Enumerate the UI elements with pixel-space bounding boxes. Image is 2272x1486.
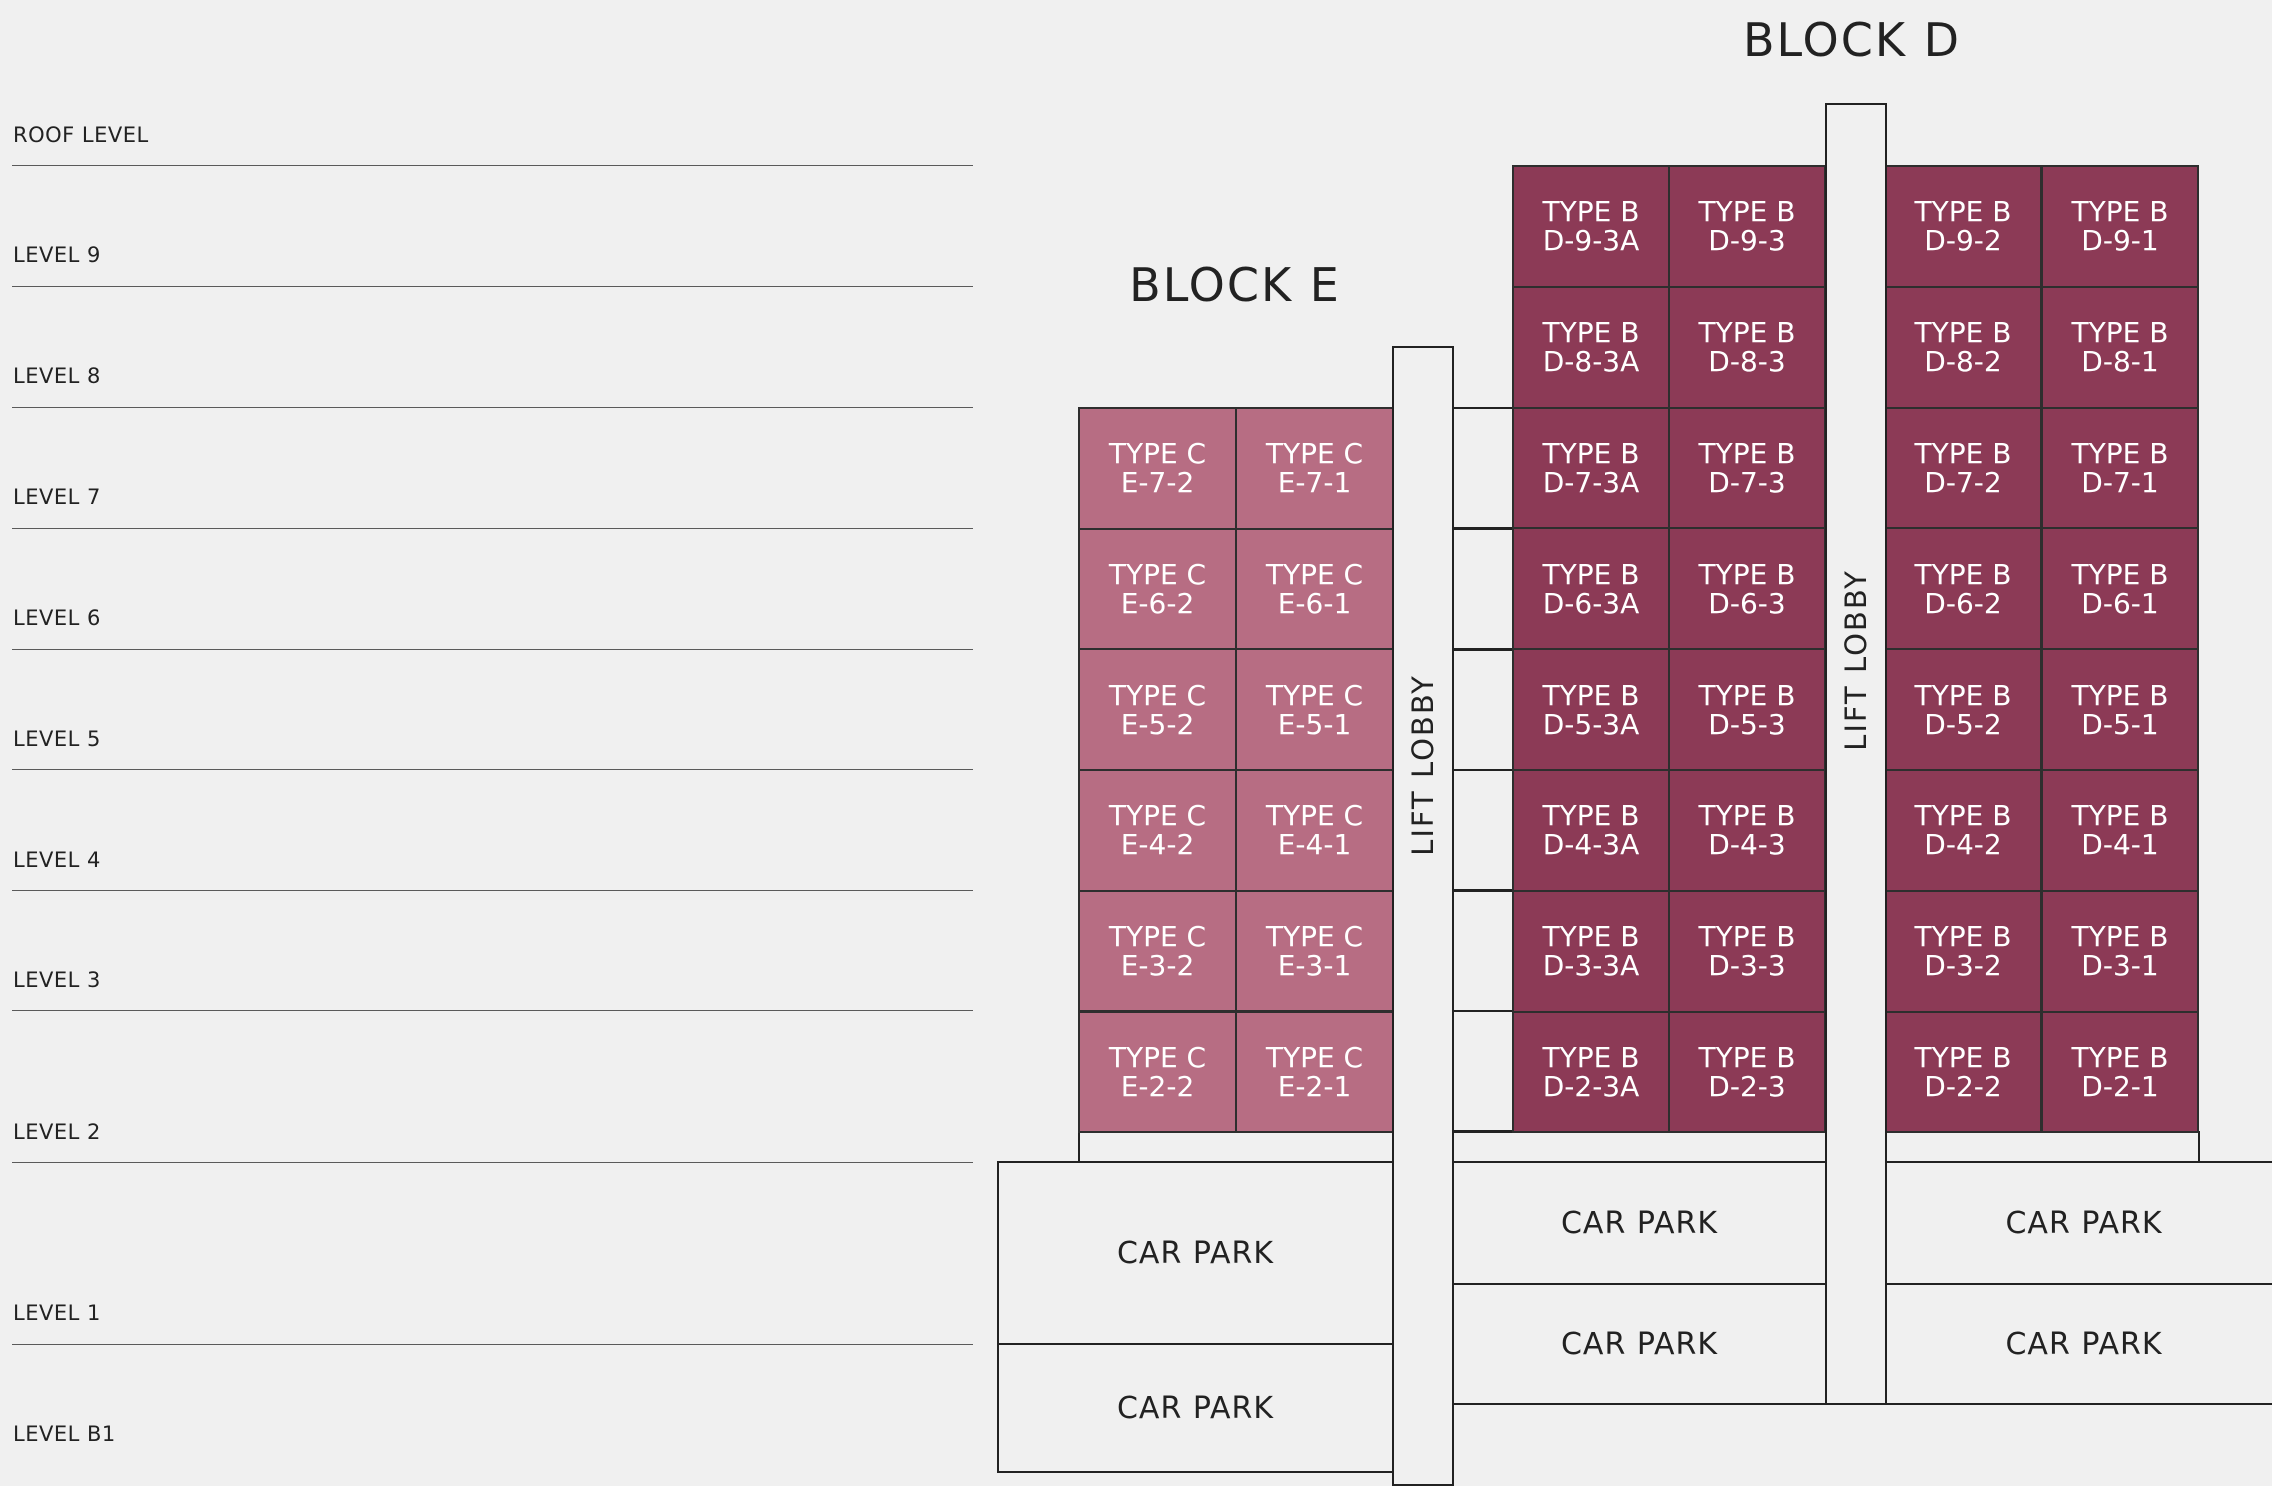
car-park: CAR PARK — [997, 1343, 1394, 1473]
level-line — [12, 407, 973, 408]
unit-code: D-9-3 — [1708, 224, 1786, 258]
unit-type: TYPE B — [1914, 316, 2012, 350]
lift-lobby-d — [1825, 103, 1887, 1405]
unit[interactable] — [2041, 648, 2199, 771]
unit-type: TYPE B — [2071, 316, 2169, 350]
level-line — [12, 649, 973, 650]
level-label: LEVEL 7 — [13, 485, 101, 509]
level-line — [12, 890, 973, 891]
level-line — [12, 1162, 973, 1163]
unit-code: D-9-3A — [1542, 224, 1640, 258]
unit[interactable] — [1078, 1011, 1237, 1134]
unit[interactable] — [1512, 286, 1670, 409]
unit-code: E-5-1 — [1277, 707, 1352, 741]
level-label: LEVEL 6 — [13, 606, 101, 630]
unit[interactable] — [2041, 165, 2199, 288]
unit-type: TYPE B — [2071, 799, 2169, 833]
corridor — [1451, 528, 1515, 650]
unit-code: E-4-2 — [1120, 828, 1195, 862]
block-d-title: BLOCK D — [1742, 13, 1962, 67]
unit-type: TYPE B — [1542, 799, 1640, 833]
unit-code: D-9-2 — [1924, 224, 2002, 258]
unit[interactable] — [1235, 407, 1394, 530]
unit-type: TYPE B — [1698, 195, 1796, 229]
unit-code: D-5-3 — [1708, 707, 1786, 741]
unit[interactable] — [1078, 769, 1237, 892]
unit-type: TYPE B — [1914, 436, 2012, 470]
unit[interactable] — [1512, 890, 1670, 1013]
unit-type: TYPE B — [1914, 1040, 2012, 1074]
level-label: ROOF LEVEL — [13, 123, 149, 147]
unit-code: D-2-2 — [1924, 1069, 2002, 1103]
unit-code: D-7-2 — [1924, 465, 2002, 499]
unit-code: E-6-1 — [1277, 587, 1352, 621]
unit-type: TYPE B — [1542, 678, 1640, 712]
unit-type: TYPE B — [1698, 678, 1796, 712]
unit-code: D-8-1 — [2081, 345, 2159, 379]
unit-code: D-8-3 — [1708, 345, 1786, 379]
unit-code: D-8-3A — [1542, 345, 1640, 379]
unit[interactable] — [1668, 648, 1826, 771]
unit[interactable] — [1078, 407, 1237, 530]
unit[interactable] — [2041, 890, 2199, 1013]
level-label: LEVEL 1 — [13, 1301, 101, 1325]
unit-type: TYPE C — [1108, 799, 1207, 833]
unit-code: D-7-3A — [1542, 465, 1640, 499]
unit[interactable] — [1512, 527, 1670, 650]
unit[interactable] — [2041, 286, 2199, 409]
unit[interactable] — [1884, 1011, 2042, 1134]
unit-code: D-3-3A — [1542, 949, 1640, 983]
unit[interactable] — [1512, 165, 1670, 288]
unit-type: TYPE B — [1914, 195, 2012, 229]
unit-code: D-3-2 — [1924, 949, 2002, 983]
unit[interactable] — [1884, 165, 2042, 288]
unit-type: TYPE C — [1108, 678, 1207, 712]
unit-code: D-6-3A — [1542, 586, 1640, 620]
unit[interactable] — [1668, 769, 1826, 892]
car-park: CAR PARK — [1884, 1161, 2272, 1285]
unit[interactable] — [2041, 1011, 2199, 1134]
unit-type: TYPE C — [1108, 437, 1207, 471]
corridor — [1451, 769, 1515, 891]
unit-code: E-5-2 — [1120, 707, 1195, 741]
unit[interactable] — [1235, 890, 1394, 1013]
car-park: CAR PARK — [1884, 1283, 2272, 1405]
unit-type: TYPE B — [1698, 316, 1796, 350]
level-line — [12, 528, 973, 529]
unit-type: TYPE B — [1914, 920, 2012, 954]
unit-type: TYPE C — [1265, 437, 1364, 471]
unit-type: TYPE B — [1698, 436, 1796, 470]
unit[interactable] — [1235, 648, 1394, 771]
corridor — [1451, 649, 1515, 771]
unit-code: D-2-3A — [1542, 1069, 1640, 1103]
unit[interactable] — [2041, 769, 2199, 892]
car-park: CAR PARK — [1452, 1161, 1827, 1285]
level-label: LEVEL 8 — [13, 364, 101, 388]
unit[interactable] — [1512, 1011, 1670, 1134]
unit[interactable] — [1512, 407, 1670, 530]
level-line — [12, 1344, 973, 1345]
unit-type: TYPE B — [2071, 678, 2169, 712]
unit-type: TYPE B — [1914, 678, 2012, 712]
level-label: LEVEL 4 — [13, 848, 101, 872]
unit-type: TYPE B — [1698, 920, 1796, 954]
unit-type: TYPE B — [2071, 1040, 2169, 1074]
unit-code: E-2-2 — [1120, 1069, 1195, 1103]
unit[interactable] — [1668, 527, 1826, 650]
unit-type: TYPE B — [1542, 436, 1640, 470]
level-label: LEVEL B1 — [13, 1422, 116, 1446]
unit-code: D-3-1 — [2081, 949, 2159, 983]
unit-code: E-7-2 — [1120, 466, 1195, 500]
level-label: LEVEL 9 — [13, 243, 101, 267]
unit-code: E-2-1 — [1277, 1069, 1352, 1103]
unit[interactable] — [1884, 769, 2042, 892]
unit-type: TYPE B — [1698, 557, 1796, 591]
lift-lobby-label: LIFT LOBBY — [1839, 569, 1873, 751]
unit-type: TYPE C — [1108, 920, 1207, 954]
unit-type: TYPE C — [1265, 558, 1364, 592]
unit-code: D-2-1 — [2081, 1069, 2159, 1103]
corridor — [1451, 407, 1515, 529]
corridor — [1451, 890, 1515, 1012]
unit-type: TYPE B — [1542, 1040, 1640, 1074]
plinth — [1078, 1131, 1396, 1163]
level-line — [12, 769, 973, 770]
unit[interactable] — [1884, 407, 2042, 530]
unit-code: D-7-1 — [2081, 465, 2159, 499]
unit-code: D-2-3 — [1708, 1069, 1786, 1103]
unit-type: TYPE C — [1108, 1040, 1207, 1074]
unit[interactable] — [1668, 890, 1826, 1013]
unit-type: TYPE B — [2071, 195, 2169, 229]
unit[interactable] — [1235, 769, 1394, 892]
unit-type: TYPE C — [1108, 558, 1207, 592]
unit-code: D-6-3 — [1708, 586, 1786, 620]
unit[interactable] — [1078, 890, 1237, 1013]
unit-type: TYPE C — [1265, 920, 1364, 954]
unit-type: TYPE B — [1698, 799, 1796, 833]
unit[interactable] — [1512, 648, 1670, 771]
car-park: CAR PARK — [997, 1161, 1394, 1345]
unit[interactable] — [1235, 528, 1394, 651]
unit-code: D-4-2 — [1924, 828, 2002, 862]
unit-code: D-4-3 — [1708, 828, 1786, 862]
unit-code: D-5-3A — [1542, 707, 1640, 741]
unit-type: TYPE B — [2071, 557, 2169, 591]
unit-code: E-6-2 — [1120, 587, 1195, 621]
unit[interactable] — [2041, 407, 2199, 530]
unit[interactable] — [1884, 286, 2042, 409]
unit[interactable] — [1668, 1011, 1826, 1134]
unit[interactable] — [1512, 769, 1670, 892]
unit-code: D-4-1 — [2081, 828, 2159, 862]
unit[interactable] — [1884, 890, 2042, 1013]
lift-lobby-label: LIFT LOBBY — [1406, 674, 1440, 856]
car-park: CAR PARK — [1452, 1283, 1827, 1405]
unit-code: D-4-3A — [1542, 828, 1640, 862]
unit-type: TYPE B — [1698, 1040, 1796, 1074]
unit[interactable] — [2041, 527, 2199, 650]
level-label: LEVEL 2 — [13, 1120, 101, 1144]
unit-type: TYPE C — [1265, 1040, 1364, 1074]
unit[interactable] — [1884, 527, 2042, 650]
unit-type: TYPE B — [2071, 436, 2169, 470]
plinth — [1452, 1131, 1827, 1163]
unit-code: D-7-3 — [1708, 465, 1786, 499]
unit-type: TYPE B — [1542, 920, 1640, 954]
unit[interactable] — [1078, 648, 1237, 771]
unit-type: TYPE C — [1265, 799, 1364, 833]
unit-type: TYPE C — [1265, 678, 1364, 712]
unit-type: TYPE B — [1542, 316, 1640, 350]
unit[interactable] — [1668, 165, 1826, 288]
level-label: LEVEL 3 — [13, 968, 101, 992]
unit-code: E-3-1 — [1277, 949, 1352, 983]
level-line — [12, 286, 973, 287]
unit[interactable] — [1668, 407, 1826, 530]
unit-code: D-6-2 — [1924, 586, 2002, 620]
unit-type: TYPE B — [1542, 557, 1640, 591]
unit-code: D-3-3 — [1708, 949, 1786, 983]
level-label: LEVEL 5 — [13, 727, 101, 751]
unit-code: D-5-2 — [1924, 707, 2002, 741]
unit-type: TYPE B — [1914, 557, 2012, 591]
unit[interactable] — [1668, 286, 1826, 409]
unit[interactable] — [1078, 528, 1237, 651]
unit-code: E-4-1 — [1277, 828, 1352, 862]
level-line — [12, 165, 973, 166]
lift-lobby-e — [1392, 346, 1454, 1486]
unit[interactable] — [1884, 648, 2042, 771]
unit-code: E-7-1 — [1277, 466, 1352, 500]
plinth — [1884, 1131, 2200, 1163]
unit[interactable] — [1235, 1011, 1394, 1134]
block-e-title: BLOCK E — [1129, 258, 1341, 312]
unit-type: TYPE B — [1542, 195, 1640, 229]
unit-code: D-6-1 — [2081, 586, 2159, 620]
corridor — [1451, 1010, 1515, 1132]
level-line — [12, 1010, 973, 1011]
unit-code: D-8-2 — [1924, 345, 2002, 379]
unit-type: TYPE B — [2071, 920, 2169, 954]
unit-type: TYPE B — [1914, 799, 2012, 833]
unit-code: E-3-2 — [1120, 949, 1195, 983]
unit-code: D-9-1 — [2081, 224, 2159, 258]
unit-code: D-5-1 — [2081, 707, 2159, 741]
